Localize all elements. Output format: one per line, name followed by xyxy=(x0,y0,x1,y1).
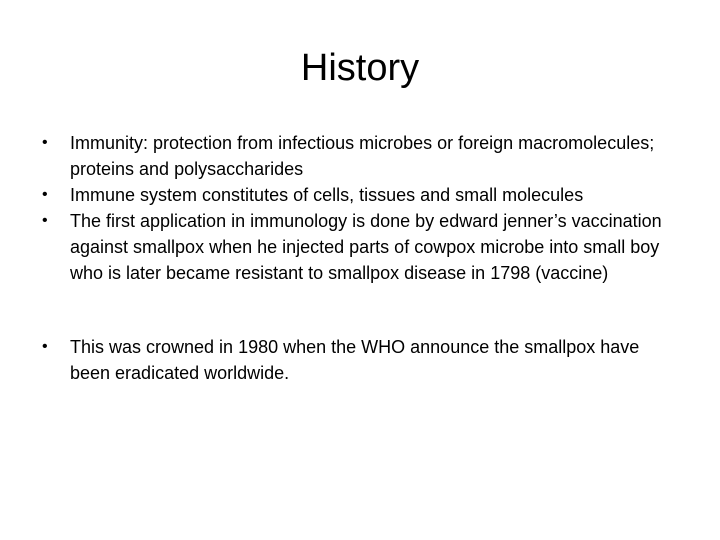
bullet-marker: • xyxy=(42,212,48,229)
bullet-text: The first application in immunology is done by edward jenner’s vaccination against smallpox when he injected parts of cowpox microbe into small boy who is later became resistant to smallpox disease in 1798 (vaccine) xyxy=(70,211,662,283)
slide-title: History xyxy=(300,47,420,89)
bullet-item-first-application xyxy=(38,208,678,286)
bullet-item-eradication xyxy=(38,334,678,386)
bullet-text: This was crowned in 1980 when the WHO announce the smallpox have been eradicated worldwide. xyxy=(70,337,640,383)
bullet-marker: • xyxy=(42,186,48,203)
bullet-marker: • xyxy=(42,134,48,151)
bullet-marker: • xyxy=(42,338,48,355)
bullet-item-immune-system xyxy=(38,182,678,208)
bullet-item-immunity xyxy=(38,130,678,182)
bullet-text: Immune system constitutes of cells, tissues and small molecules xyxy=(70,185,584,205)
bullet-list xyxy=(38,130,678,386)
bullet-text: Immunity: protection from infectious microbes or foreign macromolecules; proteins and polysaccharides xyxy=(70,133,655,179)
